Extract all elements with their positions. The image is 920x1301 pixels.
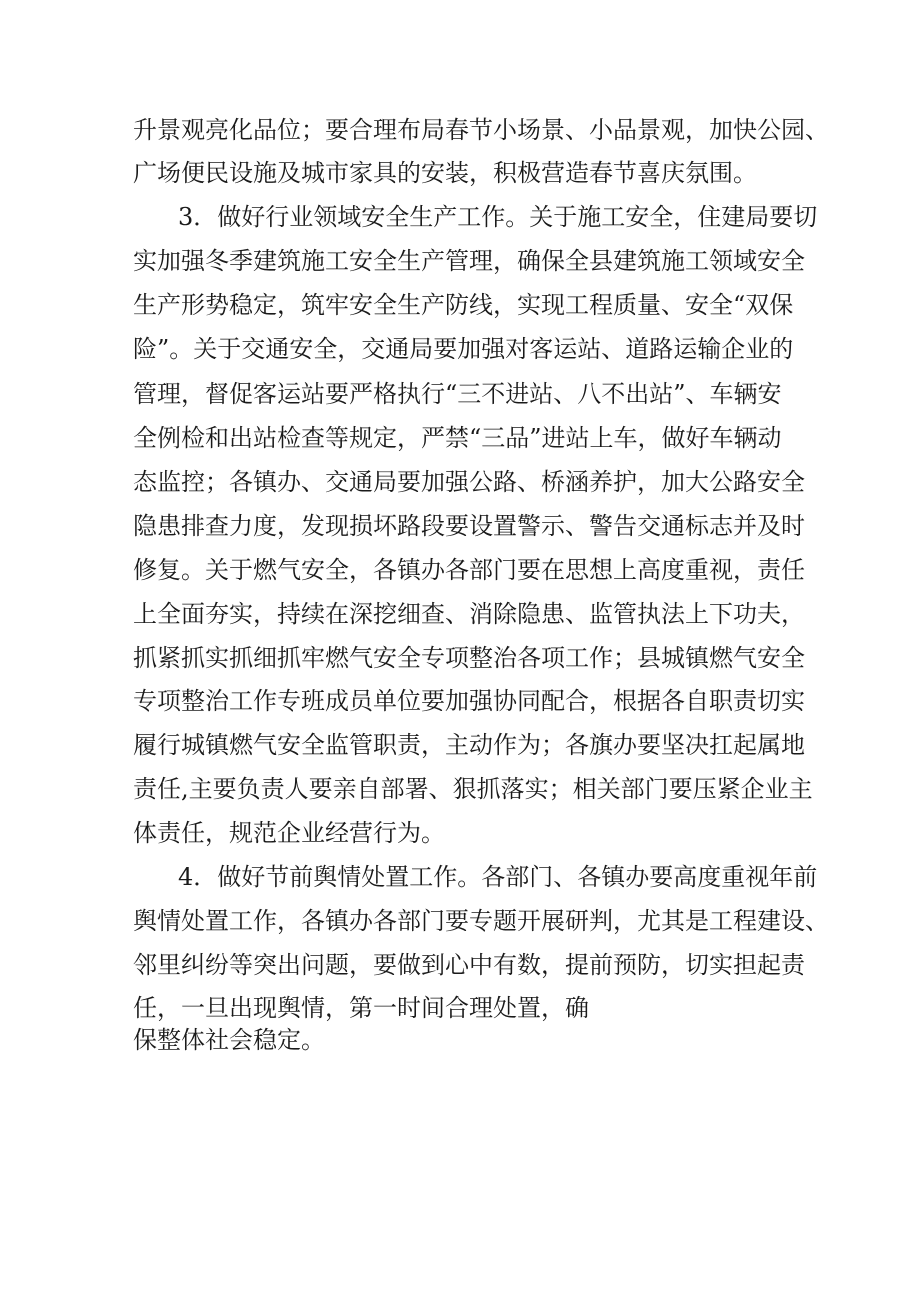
text-line: 升景观亮化品位；要合理布局春节小场景、小品景观，加快公园、 bbox=[133, 116, 829, 144]
text-line: 全例检和出站检查等规定，严禁“三品”进站上车，做好车辆动 bbox=[133, 424, 782, 452]
text-line: 态监控；各镇办、交通局要加强公路、桥涵养护，加大公路安全 bbox=[133, 468, 805, 496]
text-line: 责任,主要负责人要亲自部署、狠抓落实；相关部门要压紧企业主 bbox=[133, 775, 813, 803]
text-line: 抓紧抓实抓细抓牢燃气安全专项整治各项工作；县城镇燃气安全 bbox=[133, 644, 805, 672]
text-line: 隐患排查力度，发现损坏路段要设置警示、警告交通标志并及时 bbox=[133, 512, 805, 540]
text-line: 体责任，规范企业经营行为。 bbox=[133, 819, 445, 847]
text-line: 任，一旦出现舆情，第一时间合理处置，确 bbox=[133, 994, 589, 1022]
text-line: 舆情处置工作，各镇办各部门要专题开展研判，尤其是工程建设、 bbox=[133, 907, 829, 935]
text-line: 保整体社会稳定。 bbox=[133, 1026, 325, 1054]
text-line: 专项整治工作专班成员单位要加强协同配合，根据各自职责切实 bbox=[133, 687, 805, 715]
text-line: 修复。关于燃气安全，各镇办各部门要在思想上高度重视，责任 bbox=[133, 556, 805, 584]
paragraph-3-heading-line: 3．做好行业领域安全生产工作。关于施工安全，住建局要切 bbox=[178, 203, 818, 231]
text-line: 实加强冬季建筑施工安全生产管理，确保全县建筑施工领域安全 bbox=[133, 247, 805, 275]
text-line: 管理，督促客运站要严格执行“三不进站、八不出站”、车辆安 bbox=[133, 380, 782, 408]
text-line: 上全面夯实，持续在深挖细查、消除隐患、监管执法上下功夫， bbox=[133, 600, 805, 628]
text-line: 险”。关于交通安全，交通局要加强对客运站、道路运输企业的 bbox=[133, 335, 794, 363]
paragraph-4-heading-line: 4．做好节前舆情处置工作。各部门、各镇办要高度重视年前 bbox=[178, 863, 818, 891]
text-line: 邻里纠纷等突出问题，要做到心中有数，提前预防，切实担起责 bbox=[133, 951, 805, 979]
text-line: 生产形势稳定，筑牢安全生产防线，实现工程质量、安全“双保 bbox=[133, 291, 794, 319]
text-line: 履行城镇燃气安全监管职责，主动作为；各旗办要坚决扛起属地 bbox=[133, 731, 805, 759]
text-line: 广场便民设施及城市家具的安装，积极营造春节喜庆氛围。 bbox=[133, 159, 757, 187]
